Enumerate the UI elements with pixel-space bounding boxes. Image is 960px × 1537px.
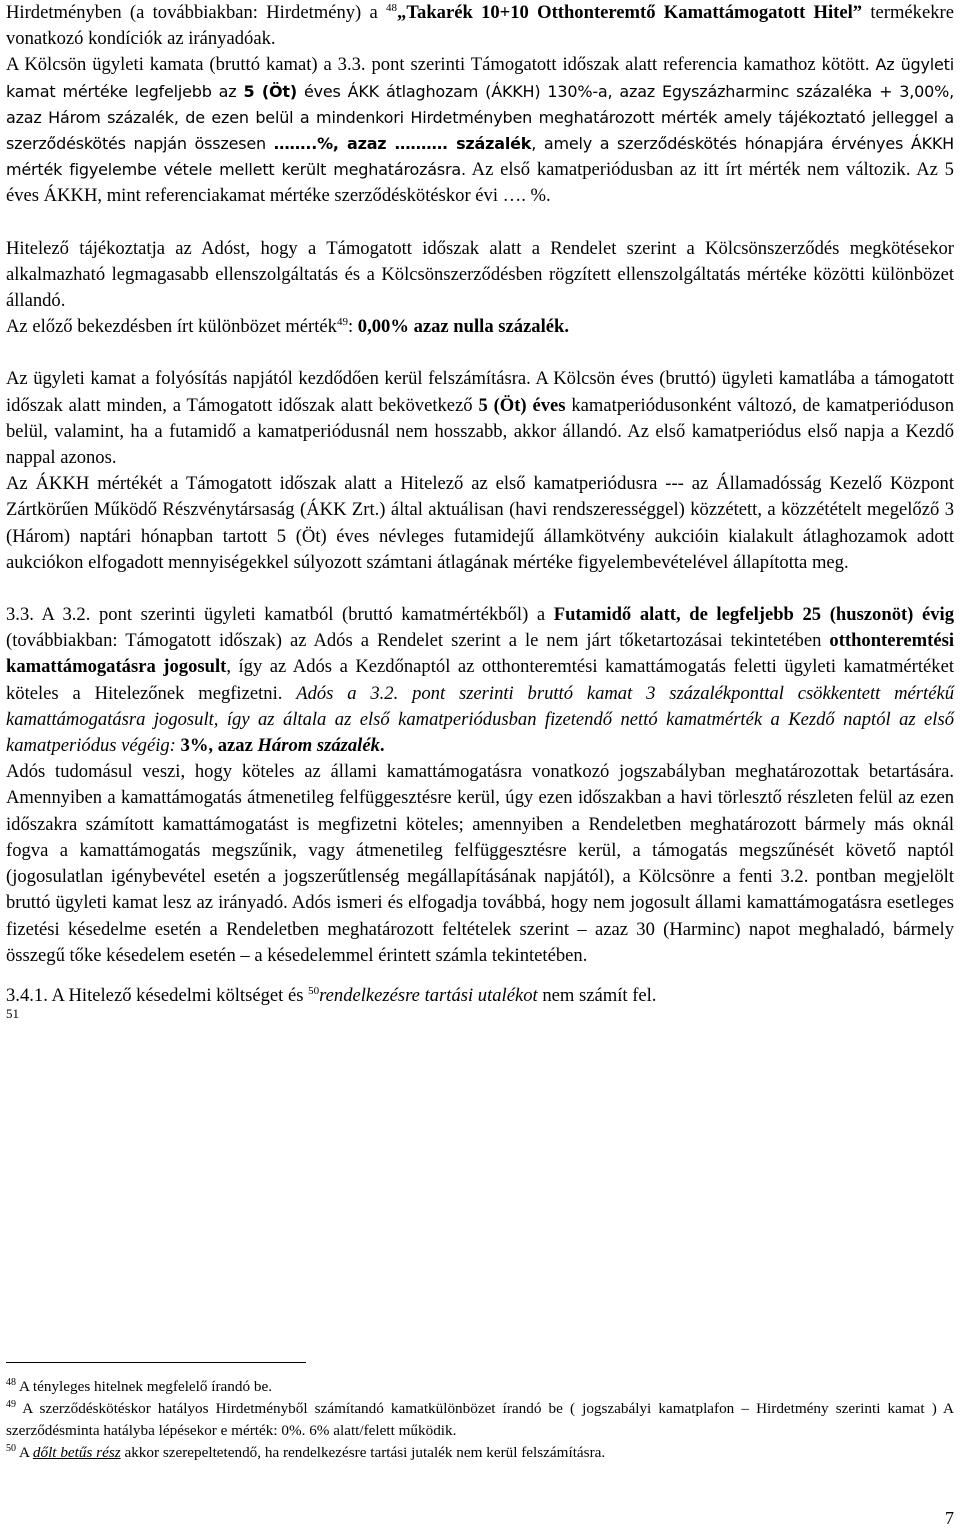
italic-span: Adós a 3.2. pont szerinti bruttó kamat 3 százalékponttal csökkentett mértékű kamattámogatásra jogosult, így az általa az első kamatperiódusban fizetendő nettó kamatmérték a Kezdő naptól az első kamatperiódus végéig: xyxy=(6,682,954,757)
bold-term: otthonteremtési kamattámogatásra jogosult xyxy=(6,630,954,678)
footnote-text: akkor szerepeltetendő, ha rendelkezésre tartási jutalék nem kerül felszámításra. xyxy=(120,1444,606,1461)
footnotes xyxy=(6,1376,954,1464)
text-span: A Kölcsön ügyleti kamata (bruttó kamat) a 3.3. pont szerinti Támogatott időszak alatt referencia kamathoz kötött. xyxy=(6,54,876,76)
text-span-sans: éves ÁKK átlaghozam (ÁKKH) 130%-a, azaz Egyszázharminc százaléka + 3,00%, azaz Három százalék, de ezen belül a mindenkori Hirdetményben meghatározott mérték amely tájékoztató jelleggel a szerződéskötés napján összesen xyxy=(6,81,954,154)
text-span: Az első kamatperiódusban az itt írt mérték nem változik. Az 5 éves ÁKKH, mint referenciakamat mértéke szerződéskötéskor évi …. %. xyxy=(6,159,954,207)
text-span-sans: , amely a szerződéskötés hónapjára érvényes ÁKKH mérték figyelembe vétele mellett került meghatározásra. xyxy=(6,134,954,180)
text-span: Az ügyleti kamat a folyósítás napjától kezdődően kerül felszámításra. A Kölcsön éves (bruttó) ügyleti kamatlába a támogatott időszak alatt minden, a Támogatott időszak alatt bekövetkező xyxy=(6,368,954,416)
footnote-49 xyxy=(6,1398,954,1442)
text-span: , így az Adós a Kezdőnaptól az otthonteremtési kamattámogatás feletti ügyleti kamatmértéket köteles a Hitelezőnek megfizetni. xyxy=(6,656,954,704)
bold-term: 5 (Öt) éves xyxy=(478,394,566,416)
text-span: . xyxy=(379,735,385,757)
text-span: Hitelező tájékoztatja az Adóst, hogy a Támogatott időszak alatt a Rendelet szerint a Kölcsönszerződés megkötésekor alkalmazható legmagasabb ellenszolgáltatás és a Kölcsönszerződésben rögzített ellenszolgáltatás mértéke közötti különbözet állandó. xyxy=(6,237,954,312)
bold-term: 5 (Öt) xyxy=(243,81,297,101)
blank-rate-field: ……..%, azaz ………. százalék xyxy=(273,134,532,154)
footnote-text: A tényleges hitelnek megfelelő írandó be. xyxy=(16,1378,272,1395)
footnote-italic-underlined: dőlt betűs rész xyxy=(32,1444,121,1461)
text-span: termékekre vonatkozó kondíciók az irányadóak. xyxy=(6,2,954,50)
paragraph-folyositas xyxy=(6,366,954,471)
paragraph-tajekoztatas xyxy=(6,236,954,315)
text-span-sans: Az ügyleti kamat mértéke legfeljebb az xyxy=(6,55,954,101)
footnote-number: 50 xyxy=(6,1442,16,1454)
paragraph-3-4-1 xyxy=(6,983,954,1009)
text-span: Az előző bekezdésben írt különbözet mérték xyxy=(6,316,337,338)
italic-span: rendelkezésre tartási utalékot xyxy=(319,984,538,1006)
product-name: „Takarék 10+10 Otthonteremtő Kamattámogatott Hitel” xyxy=(397,2,863,23)
bold-rate: 0,00% azaz nulla százalék. xyxy=(357,316,570,338)
text-span: : xyxy=(347,316,358,338)
footnote-text: A xyxy=(16,1444,33,1461)
text-span: nem számít fel. xyxy=(537,984,657,1006)
text-span: (továbbiakban: Támogatott időszak) az Adós a Rendelet szerint a le nem járt tőketartozásai tekintetében xyxy=(6,630,830,652)
paragraph-kulonbozet xyxy=(6,314,954,340)
document-page xyxy=(6,0,954,1021)
paragraph-3-3 xyxy=(6,602,954,759)
page-number: 7 xyxy=(945,1508,954,1528)
footnote-50 xyxy=(6,1442,954,1464)
bold-rate: 3%, azaz xyxy=(180,735,258,757)
footnote-text: A szerződéskötéskor hatályos Hirdetményből számítandó kamatkülönbözet írandó be ( jogszabályi kamatplafon – Hirdetmény szerinti kamat ) A szerződésminta hatályba lépésekor e mérték: 0%. 6% alatt/felett működik. xyxy=(6,1400,954,1439)
footnote-ref-48[interactable]: 48 xyxy=(386,1,398,14)
footnote-number: 49 xyxy=(6,1398,16,1410)
text-span: kamatperiódusonként változó, de kamatperióduson belül, valamint, ha a futamidő a kamatperiódusnál nem hosszabb, akkor állandó. Az első kamatperiódus első napja a Kezdő nappal azonos. xyxy=(6,394,954,469)
footnote-divider xyxy=(6,1362,306,1363)
footnote-ref-49[interactable]: 49 xyxy=(336,316,348,329)
bold-term: Futamidő alatt, de legfeljebb 25 (huszonöt) évig xyxy=(553,604,954,626)
text-span: Az ÁKKH mértékét a Támogatott időszak alatt a Hitelező az első kamatperiódusra --- az Államadósság Kezelő Központ Zártkörűen Működő Részvénytársaság (ÁKK Zrt.) által aktuálisan (havi rendszerességgel) közzétett, a közzétételt megelőző 3 (Három) naptári hónapban tartott 5 (Öt) éves névleges futamidejű államkötvény aukcióin kialakult átlaghozamok adott aukciókon elfogadott mennyiségekkel súlyozott számtani átlagának mértéke figyelembevételével állapította meg. xyxy=(6,473,954,573)
footnote-marker-51: 51 xyxy=(6,1006,19,1022)
text-span: Adós tudomásul veszi, hogy köteles az állami kamattámogatásra vonatkozó jogszabályban meghatározottak betartására. Amennyiben a kamattámogatás átmenetileg felfüggesztésre kerül, úgy ezen időszakban a havi törlesztő részleten felül az ezen időszakra számított kamattámogatást is megfizetni köteles; amennyiben a Rendeletben meghatározott bármely más oknál fogva a kamattámogatás megszűnik, vagy átmenetileg felfüggesztésre kerül, a támogatás megszűnését követő naptól (jogosulatlan igénybevétel esetén a jogszerűtlenség megállapításának napjától), a Kölcsönre a fenti 3.2. pontban megjelölt bruttó ügyleti kamat lesz az irányadó. Adós ismeri és elfogadja továbbá, hogy nem jogosult állami kamattámogatásra esetleges fizetési késedelme esetén a Rendeletben meghatározott feltételek szerint – azaz 30 (Harminc) napot meghaladó, bármely összegű tőke késedelem esetén – a késedelemmel érintett számla tekintetében. xyxy=(6,761,954,966)
text-span: 3.3. A 3.2. pont szerinti ügyleti kamatból (bruttó kamatmértékből) a xyxy=(6,604,554,626)
paragraph-hirdetmeny xyxy=(6,0,954,52)
bold-italic-rate: Három százalék xyxy=(257,735,380,757)
paragraph-akkh xyxy=(6,471,954,576)
footnote-number: 48 xyxy=(6,1376,16,1388)
paragraph-adoss-tudomasul xyxy=(6,759,954,969)
text-span: Hirdetményben (a továbbiakban: Hirdetmény) a xyxy=(6,2,387,23)
footnote-ref-50[interactable]: 50 xyxy=(308,984,320,997)
footnote-48 xyxy=(6,1376,954,1398)
paragraph-ugyleti-kamat xyxy=(6,52,954,209)
text-span: 3.4.1. A Hitelező késedelmi költséget és xyxy=(6,984,309,1006)
